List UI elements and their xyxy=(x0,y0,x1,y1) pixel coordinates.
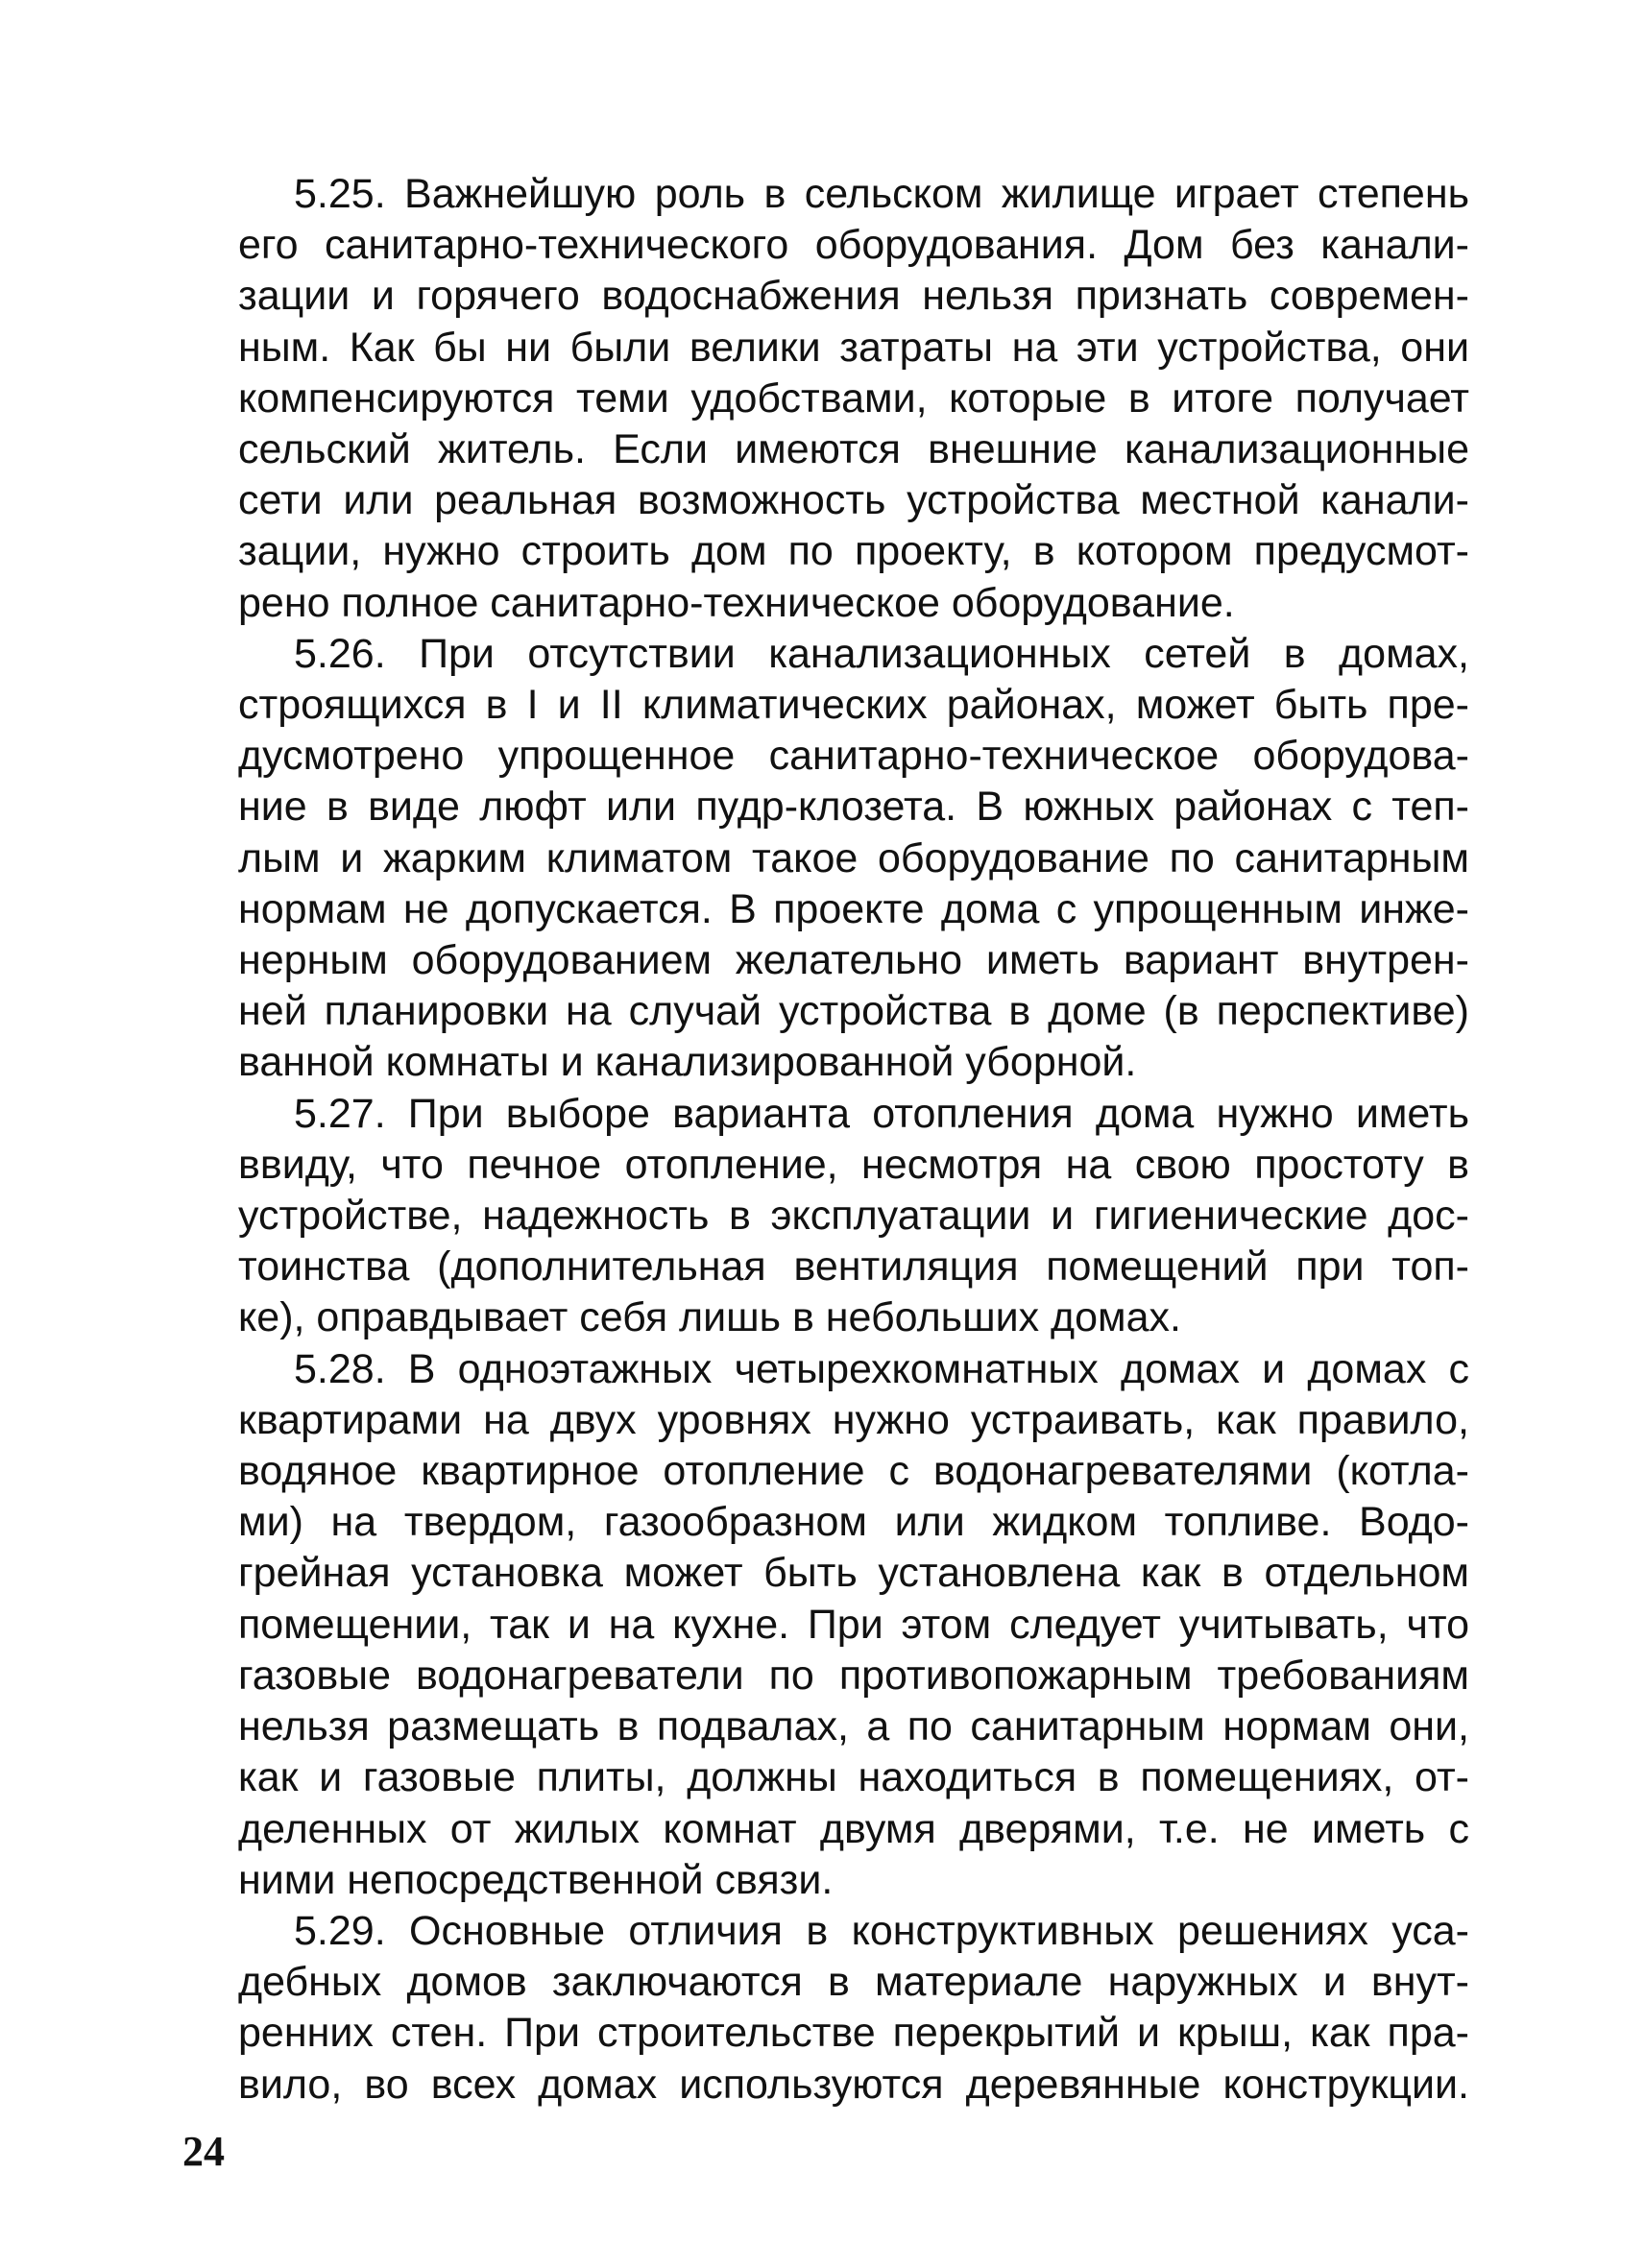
text-line: ми) на твердом, газообразном или жидком топливе. Водо- xyxy=(238,1499,1469,1546)
paragraph xyxy=(182,169,1469,629)
text-line: ке), оправдывает себя лишь в небольших домах. xyxy=(238,1294,1181,1341)
text-line: компенсируются теми удобствами, которые в итоге получает xyxy=(238,374,1469,422)
text-line: его санитарно-технического оборудования. Дом без канали- xyxy=(238,222,1469,269)
text-line: газовые водонагреватели по противопожарным требованиям xyxy=(238,1652,1469,1699)
text-line: грейная установка может быть установлена как в отдельном xyxy=(238,1550,1469,1597)
paragraph xyxy=(182,629,1469,1089)
text-line: деленных от жилых комнат двумя дверями, т.е. не иметь с xyxy=(238,1805,1469,1852)
text-line: зации и горячего водоснабжения нельзя признать современ- xyxy=(238,273,1469,320)
text-line: квартирами на двух уровнях нужно устраивать, как правило, xyxy=(238,1396,1469,1443)
text-line: сельский житель. Если имеются внешние канализационные xyxy=(238,426,1469,473)
text-line: устройстве, надежность в эксплуатации и гигиенические дос- xyxy=(238,1193,1469,1240)
paragraph xyxy=(182,1089,1469,1344)
text-line: ванной комнаты и канализированной уборной. xyxy=(238,1039,1137,1086)
text-line: нерным оборудованием желательно иметь вариант внутрен- xyxy=(238,937,1469,984)
text-line: лым и жарким климатом такое оборудование по санитарным xyxy=(238,834,1469,881)
text-line: нормам не допускается. В проекте дома с упрощенным инже- xyxy=(238,885,1469,932)
text-line: как и газовые плиты, должны находиться в помещениях, от- xyxy=(238,1754,1469,1801)
text-line: 5.26. При отсутствии канализационных сетей в домах, xyxy=(294,630,1469,677)
body-text xyxy=(182,169,1469,2111)
paragraph xyxy=(182,1906,1469,2111)
text-line: 5.25. Важнейшую роль в сельском жилище играет степень xyxy=(294,171,1469,217)
page-number: 24 xyxy=(182,2128,225,2175)
text-line: ввиду, что печное отопление, несмотря на свою простоту в xyxy=(238,1141,1469,1188)
text-line: помещении, так и на кухне. При этом следует учитывать, что xyxy=(238,1601,1469,1648)
text-line: 5.27. При выборе варианта отопления дома нужно иметь xyxy=(294,1090,1469,1137)
text-line: ным. Как бы ни были велики затраты на эти устройства, они xyxy=(238,324,1469,371)
text-line: нельзя размещать в подвалах, а по санитарным нормам они, xyxy=(238,1703,1469,1750)
text-line: строящихся в I и II климатических районах, может быть пре- xyxy=(238,682,1469,729)
text-line: ней планировки на случай устройства в доме (в перспективе) xyxy=(238,988,1469,1035)
text-line: ними непосредственной связи. xyxy=(238,1856,834,1903)
text-line: ние в виде люфт или пудр-клозета. В южных районах с теп- xyxy=(238,784,1469,831)
text-line: тоинства (дополнительная вентиляция помещений при топ- xyxy=(238,1243,1469,1291)
text-line: вило, во всех домах используются деревянные конструкции. xyxy=(238,2061,1469,2108)
text-line: водяное квартирное отопление с водонагревателями (котла- xyxy=(238,1448,1469,1495)
text-line: дебных домов заключаются в материале наружных и внут- xyxy=(238,1959,1469,2006)
text-line: сети или реальная возможность устройства местной канали- xyxy=(238,477,1469,524)
text-line: рено полное санитарно-техническое оборудование. xyxy=(238,579,1235,626)
text-line: 5.28. В одноэтажных четырехкомнатных домах и домах с xyxy=(294,1345,1469,1392)
text-line: ренних стен. При строительстве перекрытий и крыш, как пра- xyxy=(238,2010,1469,2057)
text-line: зации, нужно строить дом по проекту, в котором предусмот- xyxy=(238,528,1469,575)
text-line: дусмотрено упрощенное санитарно-техническое оборудова- xyxy=(238,733,1469,780)
text-line: 5.29. Основные отличия в конструктивных решениях уса- xyxy=(294,1907,1469,1954)
paragraph xyxy=(182,1344,1469,1906)
